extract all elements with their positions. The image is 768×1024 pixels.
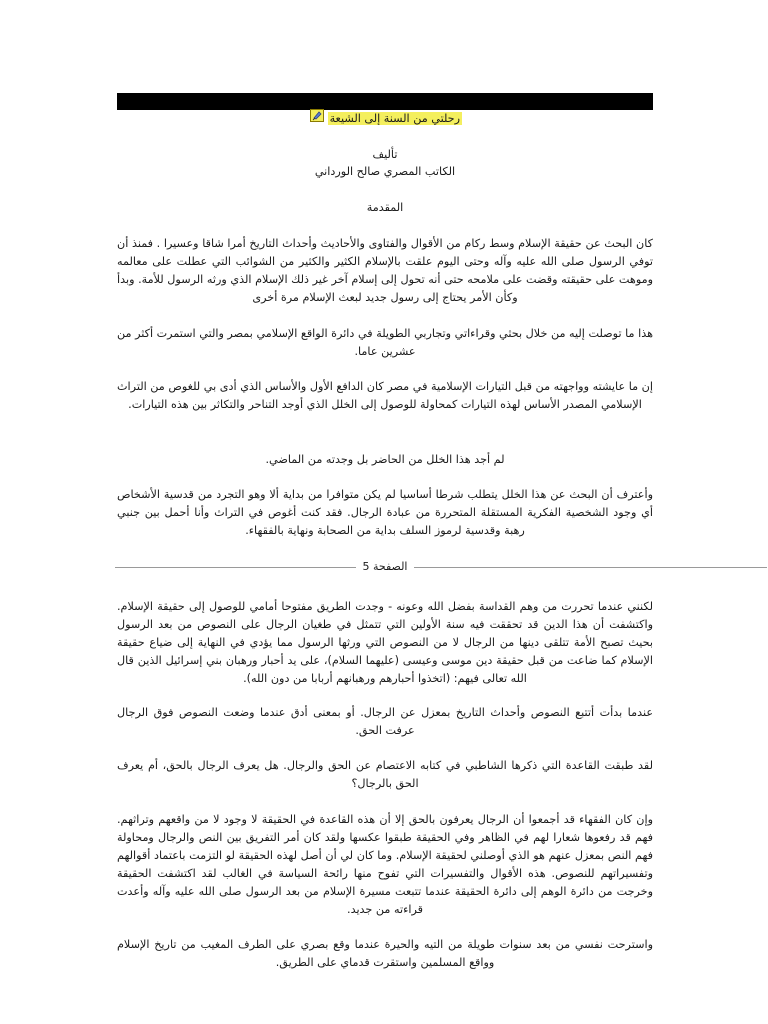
paragraph-2: هذا ما توصلت إليه من خلال بحثي وقراءاتي وتجاربي الطويلة في دائرة الواقع الإسلامي بمصر والتي استمرت أكثر من عشرين عاما. [117,327,653,358]
page-number-marker [117,560,653,574]
paragraph-4: لم أجد هذا الخلل من الحاضر بل وجدته من الماضي. [265,453,505,466]
paragraph-9: وإن كان الفقهاء قد أجمعوا أن الرجال يعرفون بالحق إلا أن هذه القاعدة في الحقيقة لا وجود لا من واقعهم وتراثهم. فهم قد رفعوها شعارا لهم في الظاهر وفي الحقيقة طبقوا عكسها ولقد كان أمر التفريق بين النص والرجال ومحاولة فهم النص بمعزل عنهم هو الذي أوصلني لحقيقة الإسلام. وما كان لي أن أصل لهذه الحقيقة لو التزمت باعتماد أقوالهم وتفسيراتهم للنصوص. هذه الأقوال والتفسيرات التي تفوح منها رائحة السياسة في الغالب لقد اكتشفت الحقيقة وخرجت من دائرة الوهم إلى دائرة الحقيقة عندما تتبعت مسيرة الإسلام من بعد الرسول صلى الله عليه وآله وأعدت قراءته من جديد. [117,813,653,916]
paragraph-5: وأعترف أن البحث عن هذا الخلل يتطلب شرطا أساسيا لم يكن متوافرا من بداية ألا وهو التجرد من قدسية الأشخاص أي وجود الشخصية الفكرية المستقلة المتحررة من عبادة الرجال. فقد كنت أغوص في التراث وأنا أحمل بين جنبي رهبة وقدسية لرموز السلف بداية من الصحابة ونهاية بالفقهاء. [117,488,653,537]
pin-note-icon[interactable] [310,109,324,128]
paragraph-6: لكنني عندما تحررت من وهم القداسة بفضل الله وعونه - وجدت الطريق مفتوحا أمامي للوصول إلى حقيقة الإسلام. واكتشفت أن هذا الدين قد تحققت فيه سنة الأولين التي تتمثل في طغيان الرجال على النصوص من بعد الرسول بحيث تصبح الأمة تتلقى دينها من الرجال لا من النصوص التي ورثها الرسول مما يؤدي في النهاية إلى ضياع حقيقة الإسلام كما ضاعت من قبل حقيقة دين موسى وعيسى (عليهما السلام)، على يد أحبار ورهبان بني إسرائيل الذين قال الله تعالى فيهم: (اتخذوا أحبارهم ورهبانهم أربابا من دون الله). [117,600,653,685]
paragraph-8: لقد طبقت القاعدة التي ذكرها الشاطبي في كتابه الاعتصام عن الحق والرجال. هل يعرف الرجال بالحق، أم يعرف الحق بالرجال؟ [117,759,653,790]
black-header-bar [117,93,653,110]
page-number-text: الصفحة 5 [356,560,413,573]
paragraph-3: إن ما عايشته وواجهته من قبل التيارات الإسلامية في مصر كان الدافع الأول والأساس الذي أدى بي للغوص من التراث الإسلامي المصدر الأساس لهذه التيارات كمحاولة للوصول إلى الخلل الذي أوجد التناحر والتكاثر بين هذه التيارات. [117,380,653,411]
byline-label: تأليف [372,148,398,161]
document-title [117,109,653,127]
paragraph-1: كان البحث عن حقيقة الإسلام وسط ركام من الأقوال والفتاوى والأحاديث وأحداث التاريخ أمرا شاقا وعسيرا . فمنذ أن توفي الرسول صلى الله عليه وآله وحتى اليوم علقت بالإسلام الكثير والكثير من الشوائب التي عطلت على معالمه وموهت على حقيقته وقضت على ملامحه حتى أنه تحول إلى إسلام آخر غير ذلك الإسلام الذي ورثه الرسول للأمة. وبدأ وكأن الأمر يحتاج إلى رسول جديد لبعث الإسلام مرة أخرى [117,237,653,304]
intro-heading: المقدمة [366,201,404,214]
paragraph-7: عندما بدأت أتتبع النصوص وأحداث التاريخ بمعزل عن الرجال. أو بمعنى أدق عندما وضعت النصوص فوق الرجال عرفت الحق. [117,706,653,737]
title-text: رحلتي من السنة إلى الشيعة [329,111,460,125]
author-name: الكاتب المصري صالح الورداني [314,165,456,178]
paragraph-10: واسترحت نفسي من بعد سنوات طويلة من التيه والحيرة عندما وقع بصري على الطرف المغيب من تاريخ الإسلام وواقع المسلمين واستقرت قدماي على الطريق. [117,938,653,969]
